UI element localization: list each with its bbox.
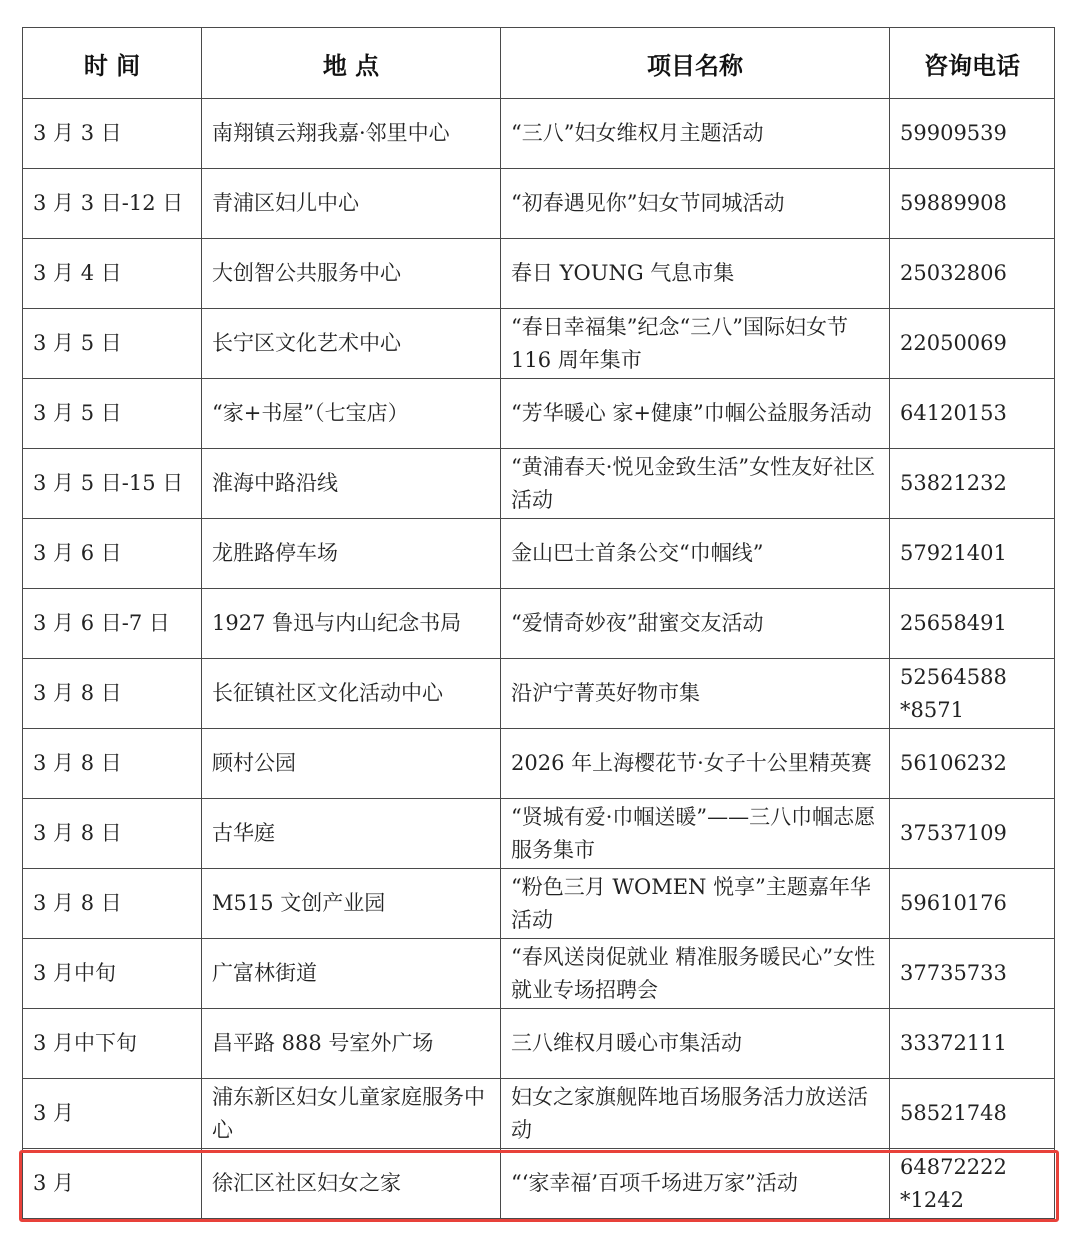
place-cell: “家+书屋”（七宝店） <box>202 379 501 449</box>
time-cell: 3 月 8 日 <box>23 729 202 799</box>
header-place: 地 点 <box>202 28 501 99</box>
table-row <box>23 449 1055 519</box>
place-cell: 顾村公园 <box>202 729 501 799</box>
table-row <box>23 589 1055 659</box>
table-row <box>23 869 1055 939</box>
time-cell: 3 月 6 日-7 日 <box>23 589 202 659</box>
project-cell: “贤城有爱·巾帼送暖”——三八巾帼志愿服务集市 <box>501 799 890 869</box>
phone-cell: 25032806 <box>890 239 1055 309</box>
project-cell: “芳华暖心 家+健康”巾帼公益服务活动 <box>501 379 890 449</box>
time-cell: 3 月 <box>23 1079 202 1149</box>
project-cell: “‘家幸福’百项千场进万家”活动 <box>501 1149 890 1219</box>
table-row <box>23 1149 1055 1219</box>
project-cell: 三八维权月暖心市集活动 <box>501 1009 890 1079</box>
table-row <box>23 939 1055 1009</box>
table-row <box>23 519 1055 589</box>
time-cell: 3 月 3 日-12 日 <box>23 169 202 239</box>
table-row <box>23 169 1055 239</box>
table-row <box>23 379 1055 449</box>
phone-cell: 22050069 <box>890 309 1055 379</box>
time-cell: 3 月 6 日 <box>23 519 202 589</box>
project-cell: “春风送岗促就业 精准服务暖民心”女性就业专场招聘会 <box>501 939 890 1009</box>
project-cell: “三八”妇女维权月主题活动 <box>501 99 890 169</box>
time-cell: 3 月 <box>23 1149 202 1219</box>
place-cell: 大创智公共服务中心 <box>202 239 501 309</box>
phone-cell: 59610176 <box>890 869 1055 939</box>
project-cell: “春日幸福集”纪念“三八”国际妇女节 116 周年集市 <box>501 309 890 379</box>
table-row <box>23 799 1055 869</box>
table-row <box>23 659 1055 729</box>
header-project: 项目名称 <box>501 28 890 99</box>
place-cell: 徐汇区社区妇女之家 <box>202 1149 501 1219</box>
time-cell: 3 月 8 日 <box>23 869 202 939</box>
table-row <box>23 1009 1055 1079</box>
table-row <box>23 239 1055 309</box>
time-cell: 3 月 8 日 <box>23 659 202 729</box>
place-cell: 广富林街道 <box>202 939 501 1009</box>
place-cell: 龙胜路停车场 <box>202 519 501 589</box>
project-cell: 沿沪宁菁英好物市集 <box>501 659 890 729</box>
time-cell: 3 月 3 日 <box>23 99 202 169</box>
time-cell: 3 月中下旬 <box>23 1009 202 1079</box>
place-cell: M515 文创产业园 <box>202 869 501 939</box>
time-cell: 3 月 5 日 <box>23 309 202 379</box>
project-cell: 金山巴士首条公交“巾帼线” <box>501 519 890 589</box>
place-cell: 淮海中路沿线 <box>202 449 501 519</box>
phone-cell: 37537109 <box>890 799 1055 869</box>
table-row <box>23 729 1055 799</box>
time-cell: 3 月 5 日 <box>23 379 202 449</box>
header-row <box>23 28 1055 99</box>
events-table <box>22 27 1055 1219</box>
phone-cell: 64872222 *1242 <box>890 1149 1055 1219</box>
time-cell: 3 月 8 日 <box>23 799 202 869</box>
phone-cell: 33372111 <box>890 1009 1055 1079</box>
phone-cell: 37735733 <box>890 939 1055 1009</box>
table-row <box>23 99 1055 169</box>
header-phone: 咨询电话 <box>890 28 1055 99</box>
phone-cell: 52564588 *8571 <box>890 659 1055 729</box>
project-cell: “爱情奇妙夜”甜蜜交友活动 <box>501 589 890 659</box>
phone-cell: 53821232 <box>890 449 1055 519</box>
project-cell: 春日 YOUNG 气息市集 <box>501 239 890 309</box>
time-cell: 3 月 5 日-15 日 <box>23 449 202 519</box>
phone-cell: 56106232 <box>890 729 1055 799</box>
project-cell: “粉色三月 WOMEN 悦享”主题嘉年华活动 <box>501 869 890 939</box>
table-row <box>23 309 1055 379</box>
phone-cell: 57921401 <box>890 519 1055 589</box>
header-time: 时 间 <box>23 28 202 99</box>
place-cell: 古华庭 <box>202 799 501 869</box>
place-cell: 长宁区文化艺术中心 <box>202 309 501 379</box>
project-cell: “黄浦春天·悦见金致生活”女性友好社区活动 <box>501 449 890 519</box>
project-cell: 妇女之家旗舰阵地百场服务活力放送活动 <box>501 1079 890 1149</box>
project-cell: “初春遇见你”妇女节同城活动 <box>501 169 890 239</box>
phone-cell: 64120153 <box>890 379 1055 449</box>
place-cell: 昌平路 888 号室外广场 <box>202 1009 501 1079</box>
place-cell: 青浦区妇儿中心 <box>202 169 501 239</box>
table-row <box>23 1079 1055 1149</box>
time-cell: 3 月中旬 <box>23 939 202 1009</box>
phone-cell: 59909539 <box>890 99 1055 169</box>
place-cell: 浦东新区妇女儿童家庭服务中心 <box>202 1079 501 1149</box>
phone-cell: 58521748 <box>890 1079 1055 1149</box>
place-cell: 南翔镇云翔我嘉·邻里中心 <box>202 99 501 169</box>
place-cell: 1927 鲁迅与内山纪念书局 <box>202 589 501 659</box>
project-cell: 2026 年上海樱花节·女子十公里精英赛 <box>501 729 890 799</box>
phone-cell: 25658491 <box>890 589 1055 659</box>
time-cell: 3 月 4 日 <box>23 239 202 309</box>
place-cell: 长征镇社区文化活动中心 <box>202 659 501 729</box>
phone-cell: 59889908 <box>890 169 1055 239</box>
